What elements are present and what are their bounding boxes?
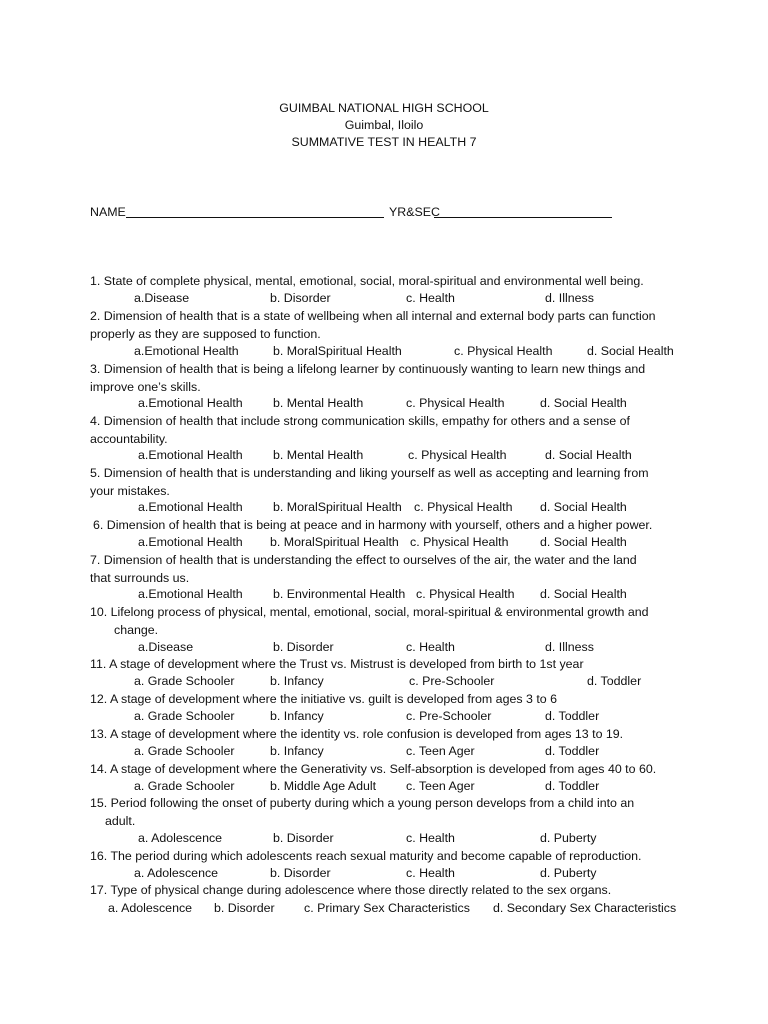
question-text: 14. A stage of development where the Generativity vs. Self-absorption is developed from ages 40 to 60. xyxy=(90,762,657,776)
answer-choice: a. Adolescence xyxy=(108,901,193,915)
yrsec-label: YR&SEC xyxy=(389,205,440,219)
answer-choice: c. Health xyxy=(406,640,455,654)
question-text: 12. A stage of development where the initiative vs. guilt is developed from ages 3 to 6 xyxy=(90,692,557,706)
answer-choice: d. Puberty xyxy=(540,831,597,845)
question-text: 7. Dimension of health that is understanding the effect to ourselves of the air, the water and the land xyxy=(90,553,637,567)
answer-choice: d. Toddler xyxy=(545,779,600,793)
answer-choice: c. Health xyxy=(406,866,455,880)
answer-choice: d. Illness xyxy=(545,291,594,305)
answer-choice: c. Pre-Schooler xyxy=(409,674,495,688)
answer-choice: b. Disorder xyxy=(270,866,331,880)
name-blank[interactable] xyxy=(126,217,384,218)
answer-choice: a.Emotional Health xyxy=(138,448,243,462)
answer-choice: c. Primary Sex Characteristics xyxy=(304,901,470,915)
yrsec-blank[interactable] xyxy=(434,217,612,218)
answer-choice: d. Toddler xyxy=(587,674,642,688)
answer-choice: b. Middle Age Adult xyxy=(270,779,377,793)
question-text: 5. Dimension of health that is understanding and liking yourself as well as accepting and learning from xyxy=(90,466,649,480)
answer-choice: c. Physical Health xyxy=(408,448,507,462)
question-text: 1. State of complete physical, mental, emotional, social, moral-spiritual and environmental well being. xyxy=(90,274,644,288)
question-text: 16. The period during which adolescents reach sexual maturity and become capable of reproduction. xyxy=(90,849,642,863)
answer-choice: c. Physical Health xyxy=(416,587,515,601)
answer-choice: d. Toddler xyxy=(545,744,600,758)
answer-choice: b. MoralSpiritual Health xyxy=(270,535,399,549)
answer-choice: c. Health xyxy=(406,291,455,305)
answer-choice: a.Emotional Health xyxy=(138,500,243,514)
question-text: accountability. xyxy=(90,431,168,446)
answer-choice: d. Illness xyxy=(545,640,594,654)
test-title: SUMMATIVE TEST IN HEALTH 7 xyxy=(291,135,477,149)
answer-choice: c. Physical Health xyxy=(414,500,513,514)
answer-choice: d. Puberty xyxy=(540,866,597,880)
answer-choice: d. Social Health xyxy=(540,396,627,410)
question-text: 4. Dimension of health that include strong communication skills, empathy for others and a sense of xyxy=(90,414,630,428)
answer-choice: c. Teen Ager xyxy=(406,779,475,793)
answer-choice: b. Mental Health xyxy=(273,448,364,462)
question-text: your mistakes. xyxy=(90,483,170,498)
answer-choice: c. Pre-Schooler xyxy=(406,709,492,723)
answer-choice: d. Social Health xyxy=(540,500,627,514)
answer-choice: b. Environmental Health xyxy=(273,587,406,601)
answer-choice: d. Secondary Sex Characteristics xyxy=(493,901,677,915)
question-text: 13. A stage of development where the identity vs. role confusion is developed from ages 13 to 19. xyxy=(90,727,624,741)
answer-choice: b. MoralSpiritual Health xyxy=(273,500,402,514)
answer-choice: b. MoralSpiritual Health xyxy=(273,344,402,358)
answer-choice: c. Physical Health xyxy=(410,535,509,549)
question-text: 3. Dimension of health that is being a lifelong learner by continuously wanting to learn new things and xyxy=(90,362,646,376)
answer-choice: d. Social Health xyxy=(540,535,627,549)
answer-choice: a.Disease xyxy=(138,640,194,654)
answer-choice: b. Infancy xyxy=(270,709,324,723)
name-label: NAME xyxy=(90,205,126,219)
answer-choice: a.Emotional Health xyxy=(138,535,243,549)
answer-choice: c. Health xyxy=(406,831,455,845)
question-text: change. xyxy=(114,622,159,637)
question-text: properly as they are supposed to function. xyxy=(90,326,321,341)
answer-choice: a. Grade Schooler xyxy=(134,779,235,793)
answer-choice: b. Disorder xyxy=(214,901,275,915)
question-text: improve one’s skills. xyxy=(90,379,201,394)
answer-choice: a.Emotional Health xyxy=(138,396,243,410)
answer-choice: b. Mental Health xyxy=(273,396,364,410)
answer-choice: b. Disorder xyxy=(273,640,334,654)
answer-choice: b. Disorder xyxy=(270,291,331,305)
answer-choice: c. Physical Health xyxy=(406,396,505,410)
answer-choice: a.Emotional Health xyxy=(138,587,243,601)
answer-choice: b. Infancy xyxy=(270,744,324,758)
question-text: that surrounds us. xyxy=(90,570,190,585)
answer-choice: d. Social Health xyxy=(545,448,632,462)
question-text: 10. Lifelong process of physical, mental, emotional, social, moral-spiritual & environmental growth and xyxy=(90,605,649,619)
answer-choice: c. Physical Health xyxy=(454,344,553,358)
answer-choice: a. Grade Schooler xyxy=(134,674,235,688)
answer-choice: d. Social Health xyxy=(587,344,674,358)
question-text: 2. Dimension of health that is a state of wellbeing when all internal and external body parts can function xyxy=(90,309,656,323)
question-text: 17. Type of physical change during adolescence where those directly related to the sex organs. xyxy=(90,883,612,897)
school-name: GUIMBAL NATIONAL HIGH SCHOOL xyxy=(279,101,489,115)
question-text: 6. Dimension of health that is being at peace and in harmony with yourself, others and a higher power. xyxy=(93,518,653,532)
answer-choice: b. Disorder xyxy=(273,831,334,845)
answer-choice: d. Social Health xyxy=(540,587,627,601)
answer-choice: a. Grade Schooler xyxy=(134,709,235,723)
school-location: Guimbal, Iloilo xyxy=(344,118,424,132)
answer-choice: a.Emotional Health xyxy=(134,344,239,358)
answer-choice: a. Adolescence xyxy=(138,831,223,845)
answer-choice: a. Adolescence xyxy=(134,866,219,880)
question-text: adult. xyxy=(105,813,136,828)
answer-choice: a.Disease xyxy=(134,291,190,305)
answer-choice: d. Toddler xyxy=(545,709,600,723)
answer-choice: c. Teen Ager xyxy=(406,744,475,758)
answer-choice: a. Grade Schooler xyxy=(134,744,235,758)
answer-choice: b. Infancy xyxy=(270,674,324,688)
question-text: 15. Period following the onset of puberty during which a young person develops from a child into an xyxy=(90,796,635,810)
question-text: 11. A stage of development where the Trust vs. Mistrust is developed from birth to 1st year xyxy=(90,657,584,671)
